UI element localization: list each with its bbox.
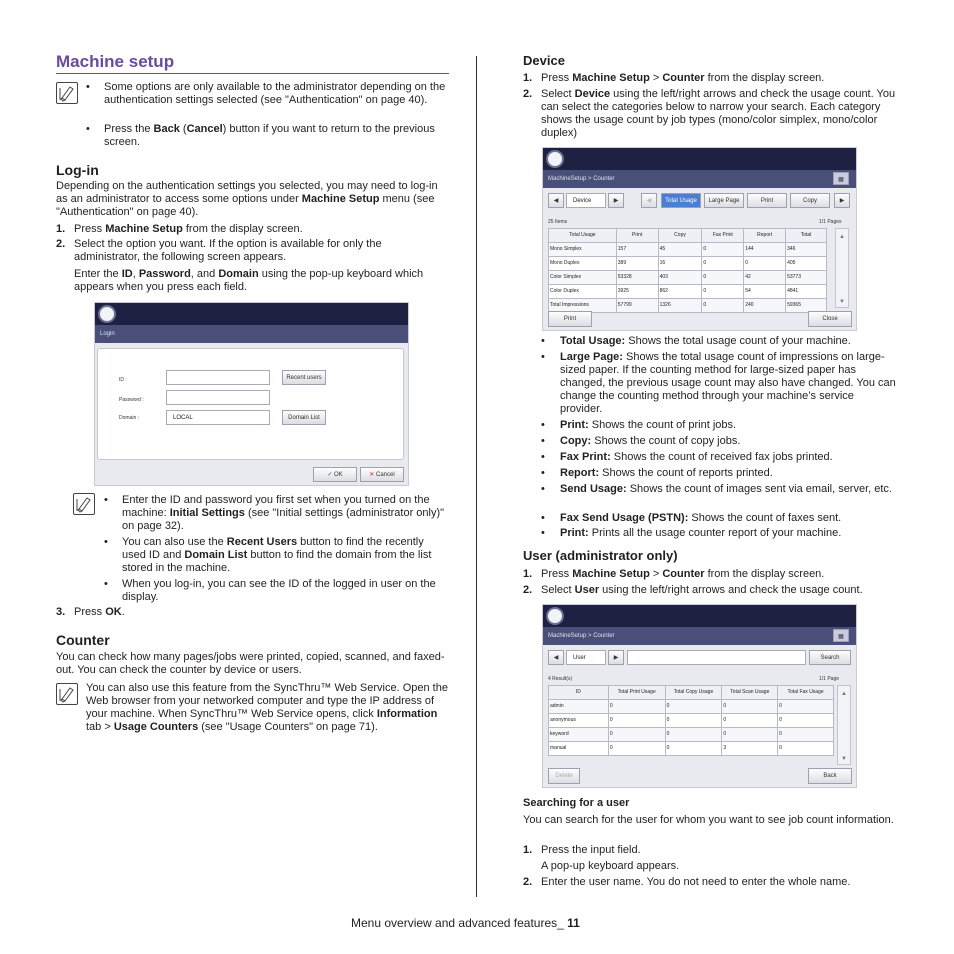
login-header: Login <box>95 325 408 343</box>
table-cell: 0 <box>778 728 834 742</box>
login-screen: Login ID : Recent users Password : Domain : LOCAL Domain List ✓ OK ✕ Cancel <box>94 302 409 486</box>
table-cell: Mono Duplex <box>549 257 617 271</box>
table-cell: anonymous <box>549 714 609 728</box>
login-note-1: Enter the ID and password you first set when you turned on the machine: Initial Settings (see "Initial settings (administrator only)" on page 32). <box>122 494 445 532</box>
print-button[interactable]: Print <box>548 311 592 327</box>
table-cell: Color Simplex <box>549 271 617 285</box>
device-bullet-item: Fax Send Usage (PSTN): Shows the count of faxes sent. <box>560 512 842 524</box>
scroll-up-icon[interactable]: ▲ <box>841 691 847 697</box>
device-heading: Device <box>523 53 565 68</box>
home-icon[interactable] <box>98 305 116 323</box>
scroll-down-icon[interactable]: ▼ <box>841 756 847 762</box>
user-selector[interactable]: User <box>566 650 606 665</box>
column-header: Total Usage <box>549 229 617 243</box>
delete-button[interactable]: Delete <box>548 768 580 784</box>
table-cell: 0 <box>702 271 744 285</box>
login-heading: Log-in <box>56 162 99 178</box>
user-search-input[interactable] <box>627 650 806 665</box>
device-step-2: Select Device using the left/right arrows and check the usage count. You can select the categories below to narrow your search. Each category shows the usage count by job types (mono/color simplex, mono/color duplex) <box>541 88 896 139</box>
domain-list-button[interactable]: Domain List <box>282 410 326 425</box>
table-cell: 144 <box>744 243 786 257</box>
tab-copy[interactable]: Copy <box>790 193 830 208</box>
ok-button[interactable]: ✓ OK <box>313 467 357 482</box>
user-table-scrollbar[interactable] <box>837 685 851 765</box>
close-button[interactable]: Close <box>808 311 852 327</box>
tab-scroll-left[interactable]: ◀ <box>641 193 657 208</box>
table-cell: 45 <box>658 243 702 257</box>
home-icon[interactable] <box>546 150 564 168</box>
table-cell: 53328 <box>616 271 658 285</box>
note-icon <box>56 82 78 104</box>
user-step-2: Select User using the left/right arrows and check the usage count. <box>541 584 863 596</box>
page-footer: Menu overview and advanced features_ 11 <box>351 916 580 930</box>
recent-users-button[interactable]: Recent users <box>282 370 326 385</box>
tab-print[interactable]: Print <box>747 193 787 208</box>
tab-total-usage[interactable]: Total Usage <box>661 193 701 208</box>
prev-arrow-button[interactable]: ◀ <box>548 650 564 665</box>
table-cell: 53773 <box>786 271 827 285</box>
table-cell: 0 <box>778 742 834 756</box>
counter-heading: Counter <box>56 632 110 648</box>
table-cell: 0 <box>722 714 778 728</box>
table-cell: Mono Simplex <box>549 243 617 257</box>
table-cell: 0 <box>665 714 722 728</box>
table-cell: 4841 <box>786 285 827 299</box>
table-cell: 0 <box>665 728 722 742</box>
column-header: Total <box>786 229 827 243</box>
table-row[interactable] <box>549 742 834 756</box>
device-counter-table <box>548 228 827 313</box>
device-bullet-item: Large Page: Shows the total usage count of impressions on large-sized paper. If the counting method for large-sized paper has changed, the previous usage count may also have changed. You can change the counting method through your machine’s service provider. <box>560 351 896 415</box>
table-row[interactable] <box>549 285 827 299</box>
user-step-1: Press Machine Setup > Counter from the display screen. <box>541 568 825 580</box>
table-cell: 157 <box>616 243 658 257</box>
table-cell: 389 <box>616 257 658 271</box>
intro-note-2: Press the Back (Cancel) button if you want to return to the previous screen. <box>104 123 435 148</box>
table-cell: 240 <box>744 299 786 313</box>
login-note-3: When you log-in, you can see the ID of the logged in user on the display. <box>122 578 436 603</box>
note-icon <box>56 683 78 705</box>
table-cell: 59365 <box>786 299 827 313</box>
table-cell: 42 <box>744 271 786 285</box>
table-cell: 57799 <box>616 299 658 313</box>
device-bullet-item: Copy: Shows the count of copy jobs. <box>560 435 741 447</box>
table-cell: 862 <box>658 285 702 299</box>
table-cell: 0 <box>702 299 744 313</box>
prev-arrow-button[interactable]: ◀ <box>548 193 564 208</box>
device-bullet-item: Print: Prints all the usage counter report of your machine. <box>560 527 842 539</box>
table-cell: 0 <box>744 257 786 271</box>
table-cell: admin <box>549 700 609 714</box>
column-header: Total Copy Usage <box>665 686 722 700</box>
table-cell: keyword <box>549 728 609 742</box>
login-para: Depending on the authentication settings you selected, you may need to log-in as an administrator to access some options under Machine Setup menu (see "Authentication" on page 40). <box>56 180 438 218</box>
table-cell: Color Duplex <box>549 285 617 299</box>
table-cell: 3 <box>722 742 778 756</box>
table-row[interactable] <box>549 257 827 271</box>
table-cell: 1326 <box>658 299 702 313</box>
table-cell: 405 <box>786 257 827 271</box>
login-enter: Enter the ID, Password, and Domain using the pop-up keyboard which appears when you press each field. <box>74 268 424 293</box>
table-row[interactable] <box>549 700 834 714</box>
table-row[interactable] <box>549 728 834 742</box>
scroll-up-icon[interactable]: ▲ <box>839 234 845 240</box>
note-icon <box>73 493 95 515</box>
table-row[interactable] <box>549 243 827 257</box>
column-header: Copy <box>658 229 702 243</box>
search-user-heading: Searching for a user <box>523 797 630 809</box>
next-arrow-button[interactable]: ▶ <box>608 193 624 208</box>
column-header: Print <box>616 229 658 243</box>
home-icon[interactable] <box>546 607 564 625</box>
column-header: ID <box>549 686 609 700</box>
search-user-para: You can search for the user for whom you want to see job count information. <box>523 814 894 826</box>
next-arrow-button[interactable]: ▶ <box>608 650 624 665</box>
back-button[interactable]: Back <box>808 768 852 784</box>
cancel-button[interactable]: ✕ Cancel <box>360 467 404 482</box>
menu-icon[interactable]: ▦ <box>833 629 849 642</box>
column-header: Fax Print <box>702 229 744 243</box>
search-step-2: Enter the user name. You do not need to enter the whole name. <box>541 876 851 888</box>
table-cell: 54 <box>744 285 786 299</box>
device-bullet-item: Print: Shows the count of print jobs. <box>560 419 737 431</box>
table-cell: 0 <box>608 728 665 742</box>
table-cell: 0 <box>702 243 744 257</box>
password-field[interactable] <box>166 390 270 405</box>
counter-para: You can check how many pages/jobs were printed, copied, scanned, and faxed-out. You can check the counter by device or users. <box>56 651 445 676</box>
device-bullet-item: Send Usage: Shows the count of images sent via email, server, etc. <box>560 483 892 495</box>
device-table-scrollbar[interactable] <box>835 228 849 308</box>
table-cell: 0 <box>608 714 665 728</box>
table-cell: 0 <box>702 285 744 299</box>
table-cell: Total Impressions <box>549 299 617 313</box>
device-step-1: Press Machine Setup > Counter from the display screen. <box>541 72 825 84</box>
intro-note-1: Some options are only available to the administrator depending on the authentication settings selected (see "Authentication" on page 40). <box>104 81 446 106</box>
login-step-1: Press Machine Setup from the display screen. <box>74 223 303 235</box>
table-row[interactable] <box>549 271 827 285</box>
table-cell: 16 <box>658 257 702 271</box>
domain-field[interactable]: LOCAL <box>166 410 270 425</box>
table-cell: 0 <box>778 714 834 728</box>
table-cell: 0 <box>778 700 834 714</box>
table-cell: 0 <box>665 742 722 756</box>
breadcrumb: MachineSetup > Counter <box>543 627 856 645</box>
page-title: Machine setup <box>56 52 175 71</box>
column-header: Total Scan Usage <box>722 686 778 700</box>
id-field[interactable] <box>166 370 270 385</box>
tab-large-page[interactable]: Large Page <box>704 193 744 208</box>
menu-icon[interactable]: ▦ <box>833 172 849 185</box>
table-cell: 403 <box>658 271 702 285</box>
table-cell: 0 <box>722 728 778 742</box>
user-counter-table <box>548 685 834 756</box>
column-divider <box>476 56 477 897</box>
table-cell: 346 <box>786 243 827 257</box>
breadcrumb: MachineSetup > Counter <box>543 170 856 188</box>
device-bullet-item: Total Usage: Shows the total usage count of your machine. <box>560 335 851 347</box>
table-cell: manual <box>549 742 609 756</box>
table-cell: 3925 <box>616 285 658 299</box>
tab-scroll-right[interactable]: ▶ <box>834 193 850 208</box>
table-cell: 0 <box>608 700 665 714</box>
device-counter-screen: MachineSetup > Counter ▦ ◀ Device ▶ ◀ Total Usage Large Page Print Copy ▶ 25 Items 1/1 Pages Total Usage Print Copy Fax Print Report Total Mono Simplex 157 45 0 144 346 Mono Duplex 389 16 0 0 405 Color Simplex 53328 403 0 42 53773 Color Duplex 3925 862 0 54 4841 Total Impressions 57799 1326 0 240 59365 ▲ ▼ Print Close <box>542 147 857 331</box>
user-heading: User (administrator only) <box>523 548 678 563</box>
table-row[interactable] <box>549 714 834 728</box>
title-rule <box>56 73 449 74</box>
device-selector[interactable]: Device <box>566 193 606 208</box>
search-step-1: Press the input field. <box>541 844 641 856</box>
counter-note: You can also use this feature from the SyncThru™ Web Service. Open the Web browser from your networked computer and type the IP address of your machine. When SyncThru™ Web Service opens, click Information tab > Usage Counters (see "Usage Counters" on page 71). <box>86 682 448 733</box>
column-header: Total Print Usage <box>608 686 665 700</box>
login-note-2: You can also use the Recent Users button to find the recently used ID and Domain List button to find the domain from the list stored in the machine. <box>122 536 432 574</box>
user-counter-screen: MachineSetup > Counter ▦ ◀ User ▶ Search 4 Result(s) 1/1 Page ID Total Print Usage Total Copy Usage Total Scan Usage Total Fax Usage admin 0 0 0 0 anonymous 0 0 0 0 keyword 0 0 0 0 manual 0 0 3 0 ▲ ▼ Delete Back <box>542 604 857 788</box>
search-button[interactable]: Search <box>809 650 851 665</box>
scroll-down-icon[interactable]: ▼ <box>839 299 845 305</box>
device-bullet-item: Report: Shows the count of reports printed. <box>560 467 773 479</box>
table-cell: 0 <box>722 700 778 714</box>
table-cell: 0 <box>702 257 744 271</box>
table-cell: 0 <box>665 700 722 714</box>
login-step-2: Select the option you want. If the option is available for only the administrator, the following screen appears. <box>74 238 382 263</box>
column-header: Report <box>744 229 786 243</box>
table-cell: 0 <box>608 742 665 756</box>
device-bullet-item: Fax Print: Shows the count of received fax jobs printed. <box>560 451 833 463</box>
login-step-3: Press OK. <box>74 606 125 618</box>
search-step-1-sub: A pop-up keyboard appears. <box>541 860 680 872</box>
column-header: Total Fax Usage <box>778 686 834 700</box>
